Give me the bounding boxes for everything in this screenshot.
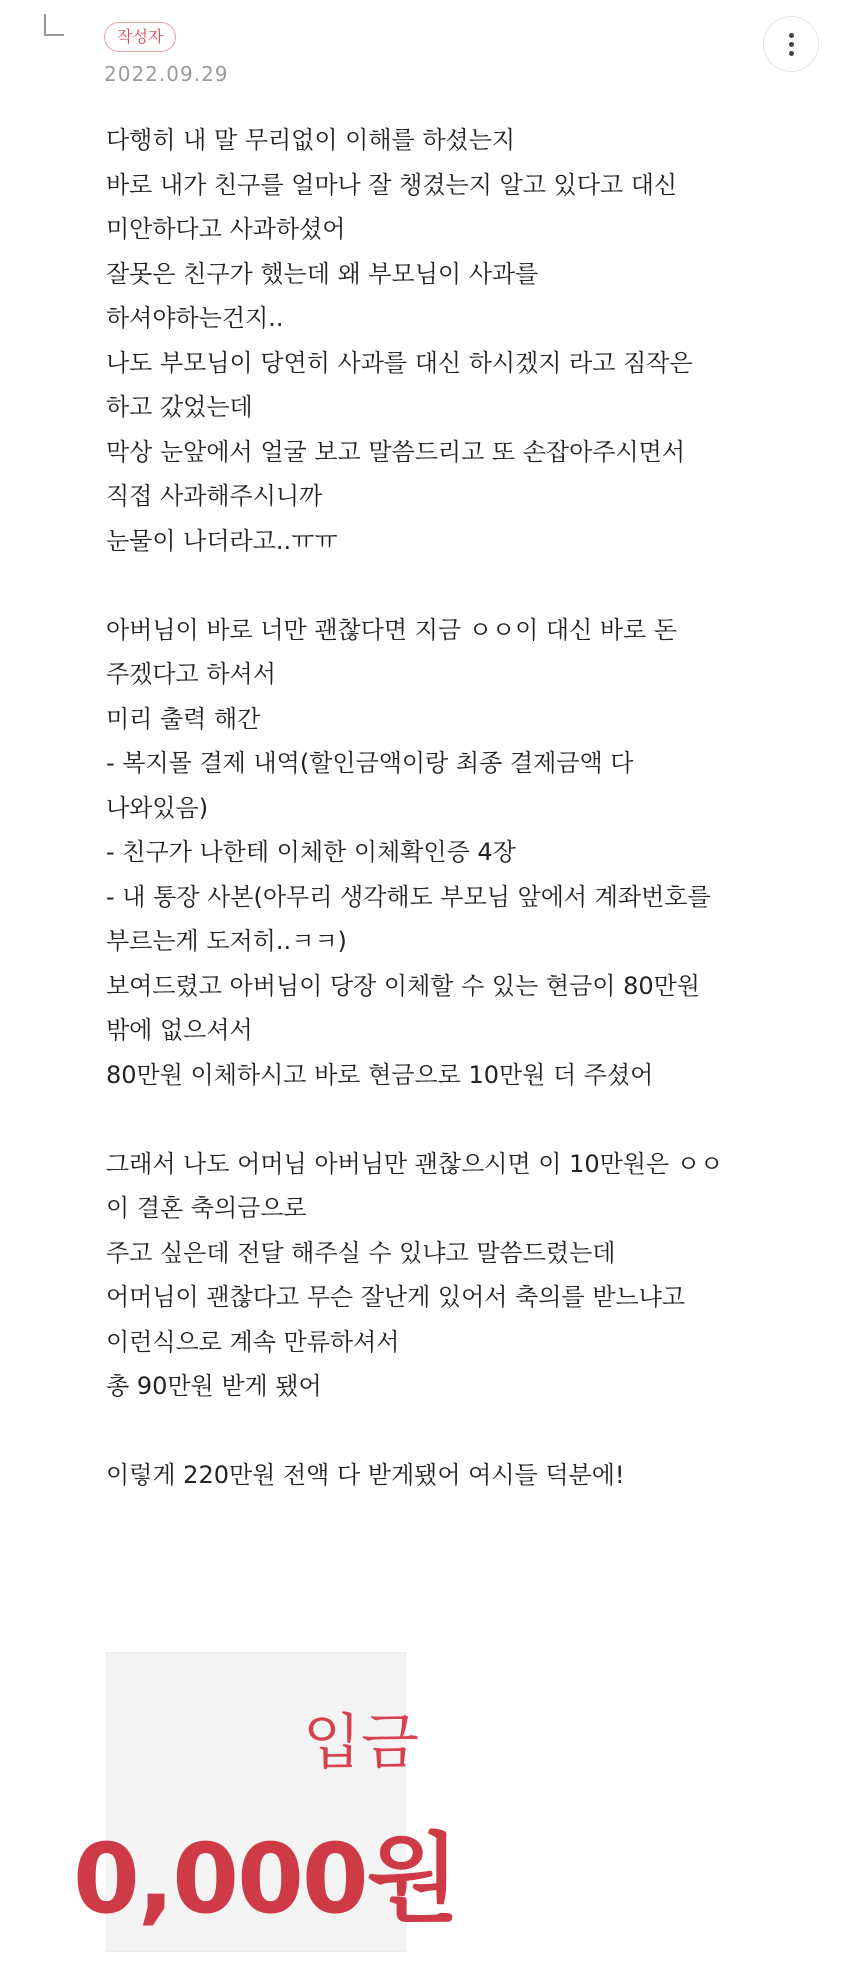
comment-line: 주겠다고 하셔서 [106,660,276,688]
comment-line: 나도 부모님이 당연히 사과를 대신 하시겠지 라고 짐작은 [106,348,693,377]
comment-line: 미안하다고 사과하셨어 [106,215,346,243]
comment-line: 눈물이 나더라고..ㅠㅠ [106,526,338,555]
comment-line: - 복지몰 결제 내역(할인금액이랑 최종 결제금액 다 [106,749,634,777]
comment-line: 직접 사과해주시니까 [106,482,323,510]
comment-line: 아버님이 바로 너만 괜찮다면 지금 ㅇㅇ이 대신 바로 돈 [106,615,678,644]
blank-line [106,563,826,608]
comment-line: 주고 싶은데 전달 해주실 수 있냐고 말씀드렸는데 [106,1238,616,1267]
comment-line: 잘못은 친구가 했는데 왜 부모님이 사과를 [106,259,539,288]
comment-line: 다행히 내 말 무리없이 이해를 하셨는지 [106,126,516,154]
comment-line: 총 90만원 받게 됐어 [106,1372,322,1400]
comment-line: 하고 갔었는데 [106,393,253,421]
comment-line: 이런식으로 계속 만류하셔서 [106,1327,400,1356]
comment-line: 보여드렸고 아버님이 당장 이체할 수 있는 현금이 80만원 [106,971,700,1000]
comment-line: 그래서 나도 어머님 아버님만 괜찮으시면 이 10만원은 ㅇㅇ [106,1149,724,1178]
blank-line [106,1409,826,1454]
comment-line: - 내 통장 사본(아무리 생각해도 부모님 앞에서 계좌번호를 [106,882,711,911]
comment-line: 미리 출력 해간 [106,704,261,733]
comment-line: 80만원 이체하시고 바로 현금으로 10만원 더 주셨어 [106,1060,654,1089]
more-vertical-icon [789,33,794,38]
comment-line: 바로 내가 친구를 얼마나 잘 챙겼는지 알고 있다고 대신 [106,170,678,199]
deposit-label: 입금 [303,1708,419,1778]
attached-image[interactable] [73,1652,458,1952]
comment-body [106,118,826,1498]
more-options-button[interactable] [763,16,819,72]
more-vertical-icon-dot [789,42,794,47]
comment-line: - 친구가 나한테 이체한 이체확인증 4장 [106,838,516,866]
comment-line: 이 결혼 축의금으로 [106,1194,307,1222]
comment-line: 어머님이 괜찮다고 무슨 잘난게 있어서 축의를 받느냐고 [106,1283,686,1311]
author-badge: 작성자 [104,22,176,52]
comment-line: 부르는게 도저히..ㅋㅋ) [106,927,347,955]
reply-corner-icon [44,14,64,36]
comment-line: 밖에 없으셔서 [106,1016,253,1044]
comment-line: 이렇게 220만원 전액 다 받게됐어 여시들 덕분에! [106,1461,625,1489]
comment-date: 2022.09.29 [104,62,229,86]
comment-line: 막상 눈앞에서 얼굴 보고 말씀드리고 또 손잡아주시면서 [106,437,686,466]
blank-line [106,1097,826,1142]
comment-line: 하셔야하는건지.. [106,304,284,332]
comment-line: 나와있음) [106,793,209,822]
more-vertical-icon-dot [789,51,794,56]
deposit-amount: 0,000원 [73,1823,458,1935]
